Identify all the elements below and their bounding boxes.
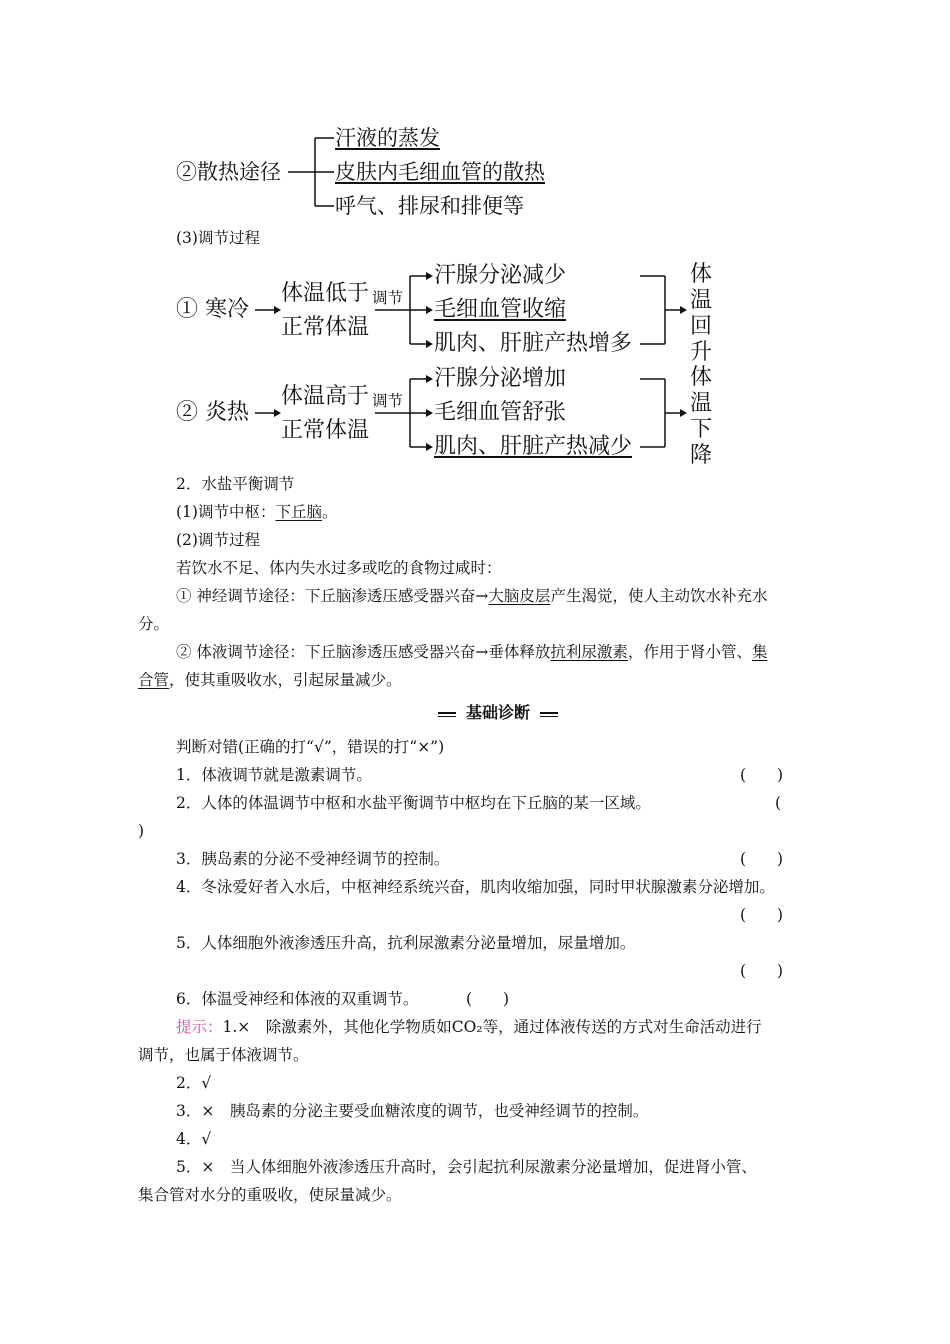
- answer-1-line1: 提示：1.× 除激素外，其他化学物质如CO₂等，通过体液传送的方式对生命活动进行: [176, 1018, 762, 1036]
- question-1: 1．体液调节就是激素调节。: [176, 766, 372, 784]
- answer-5-line2: 集合管对水分的重吸收，使尿量减少。: [138, 1186, 402, 1204]
- hot-item-heat: 肌肉、肝脏产热减少: [434, 434, 633, 459]
- hot-condition-line2: 正常体温: [281, 418, 370, 443]
- water-salt-condition: 若饮水不足、体内失水过多或吃的食物过咸时：: [176, 559, 502, 577]
- nerve-pathway-line2: 分。: [138, 615, 170, 633]
- cold-item-heat: 肌肉、肝脏产热增多: [434, 331, 633, 356]
- fluid-pathway-line1: ② 体液调节途径：下丘脑渗透压感受器兴奋→垂体释放抗利尿激素，作用于肾小管、集: [176, 643, 768, 661]
- diagnosis-banner: 基础诊断: [438, 702, 558, 724]
- answer-blank-2-open[interactable]: (: [775, 794, 782, 812]
- water-salt-process: (2)调节过程: [176, 531, 260, 549]
- fluid-pathway-line2: 合管，使其重吸收水，引起尿量减少。: [138, 671, 402, 689]
- process-title: (3)调节过程: [176, 229, 260, 247]
- answer-blank-1[interactable]: ( ): [740, 766, 784, 784]
- question-3: 3．胰岛素的分泌不受神经调节的控制。: [176, 850, 450, 868]
- water-salt-center: (1)调节中枢：下丘脑。: [176, 503, 338, 521]
- answer-blank-5[interactable]: ( ): [740, 962, 784, 980]
- cold-condition-line2: 正常体温: [281, 315, 370, 340]
- hot-result: 体温下降: [689, 365, 712, 468]
- water-salt-title: 2．水盐平衡调节: [176, 475, 295, 493]
- hot-item-capillary: 毛细血管舒张: [434, 400, 567, 425]
- answer-blank-6[interactable]: ( ): [466, 990, 510, 1008]
- cold-label: ① 寒冷: [176, 297, 249, 322]
- answer-2: 2．√: [176, 1074, 212, 1092]
- question-6: 6．体温受神经和体液的双重调节。: [176, 990, 419, 1008]
- heat-loss-item-breath: 呼气、排尿和排便等: [335, 194, 524, 218]
- cold-item-capillary: 毛细血管收缩: [434, 297, 567, 322]
- diagnosis-intro: 判断对错(正确的打“√”，错误的打“×”): [176, 738, 445, 756]
- hot-regulate-label: 调节: [372, 392, 404, 410]
- heat-loss-label: ②散热途径: [176, 160, 281, 184]
- answer-blank-3[interactable]: ( ): [740, 850, 784, 868]
- question-4: 4．冬泳爱好者入水后，中枢神经系统兴奋，肌肉收缩加强，同时甲状腺激素分泌增加。: [176, 878, 775, 896]
- cold-condition-line1: 体温低于: [281, 281, 370, 306]
- answer-4: 4．√: [176, 1130, 212, 1148]
- answer-blank-4[interactable]: ( ): [740, 906, 784, 924]
- answer-blank-2-close[interactable]: ): [138, 822, 145, 840]
- cold-item-sweat: 汗腺分泌减少: [434, 263, 567, 288]
- hot-condition-line1: 体温高于: [281, 384, 370, 409]
- hot-item-sweat: 汗腺分泌增加: [434, 366, 567, 391]
- nerve-pathway-line1: ① 神经调节途径：下丘脑渗透压感受器兴奋→大脑皮层产生渴觉，使人主动饮水补充水: [176, 587, 768, 605]
- answer-3: 3．× 胰岛素的分泌主要受血糖浓度的调节，也受神经调节的控制。: [176, 1102, 649, 1120]
- answer-1-line2: 调节，也属于体液调节。: [138, 1046, 309, 1064]
- question-2: 2．人体的体温调节中枢和水盐平衡调节中枢均在下丘脑的某一区域。: [176, 794, 651, 812]
- hint-label: 提示：: [176, 1018, 223, 1036]
- cold-result: 体温回升: [689, 262, 712, 365]
- heat-loss-item-skin: 皮肤内毛细血管的散热: [335, 160, 545, 184]
- answer-5-line1: 5．× 当人体细胞外液渗透压升高时，会引起抗利尿激素分泌量增加，促进肾小管、: [176, 1158, 757, 1176]
- cold-regulate-label: 调节: [372, 289, 404, 307]
- hot-label: ② 炎热: [176, 400, 249, 425]
- question-5: 5．人体细胞外液渗透压升高，抗利尿激素分泌量增加，尿量增加。: [176, 934, 636, 952]
- heat-loss-item-sweat: 汗液的蒸发: [335, 126, 440, 150]
